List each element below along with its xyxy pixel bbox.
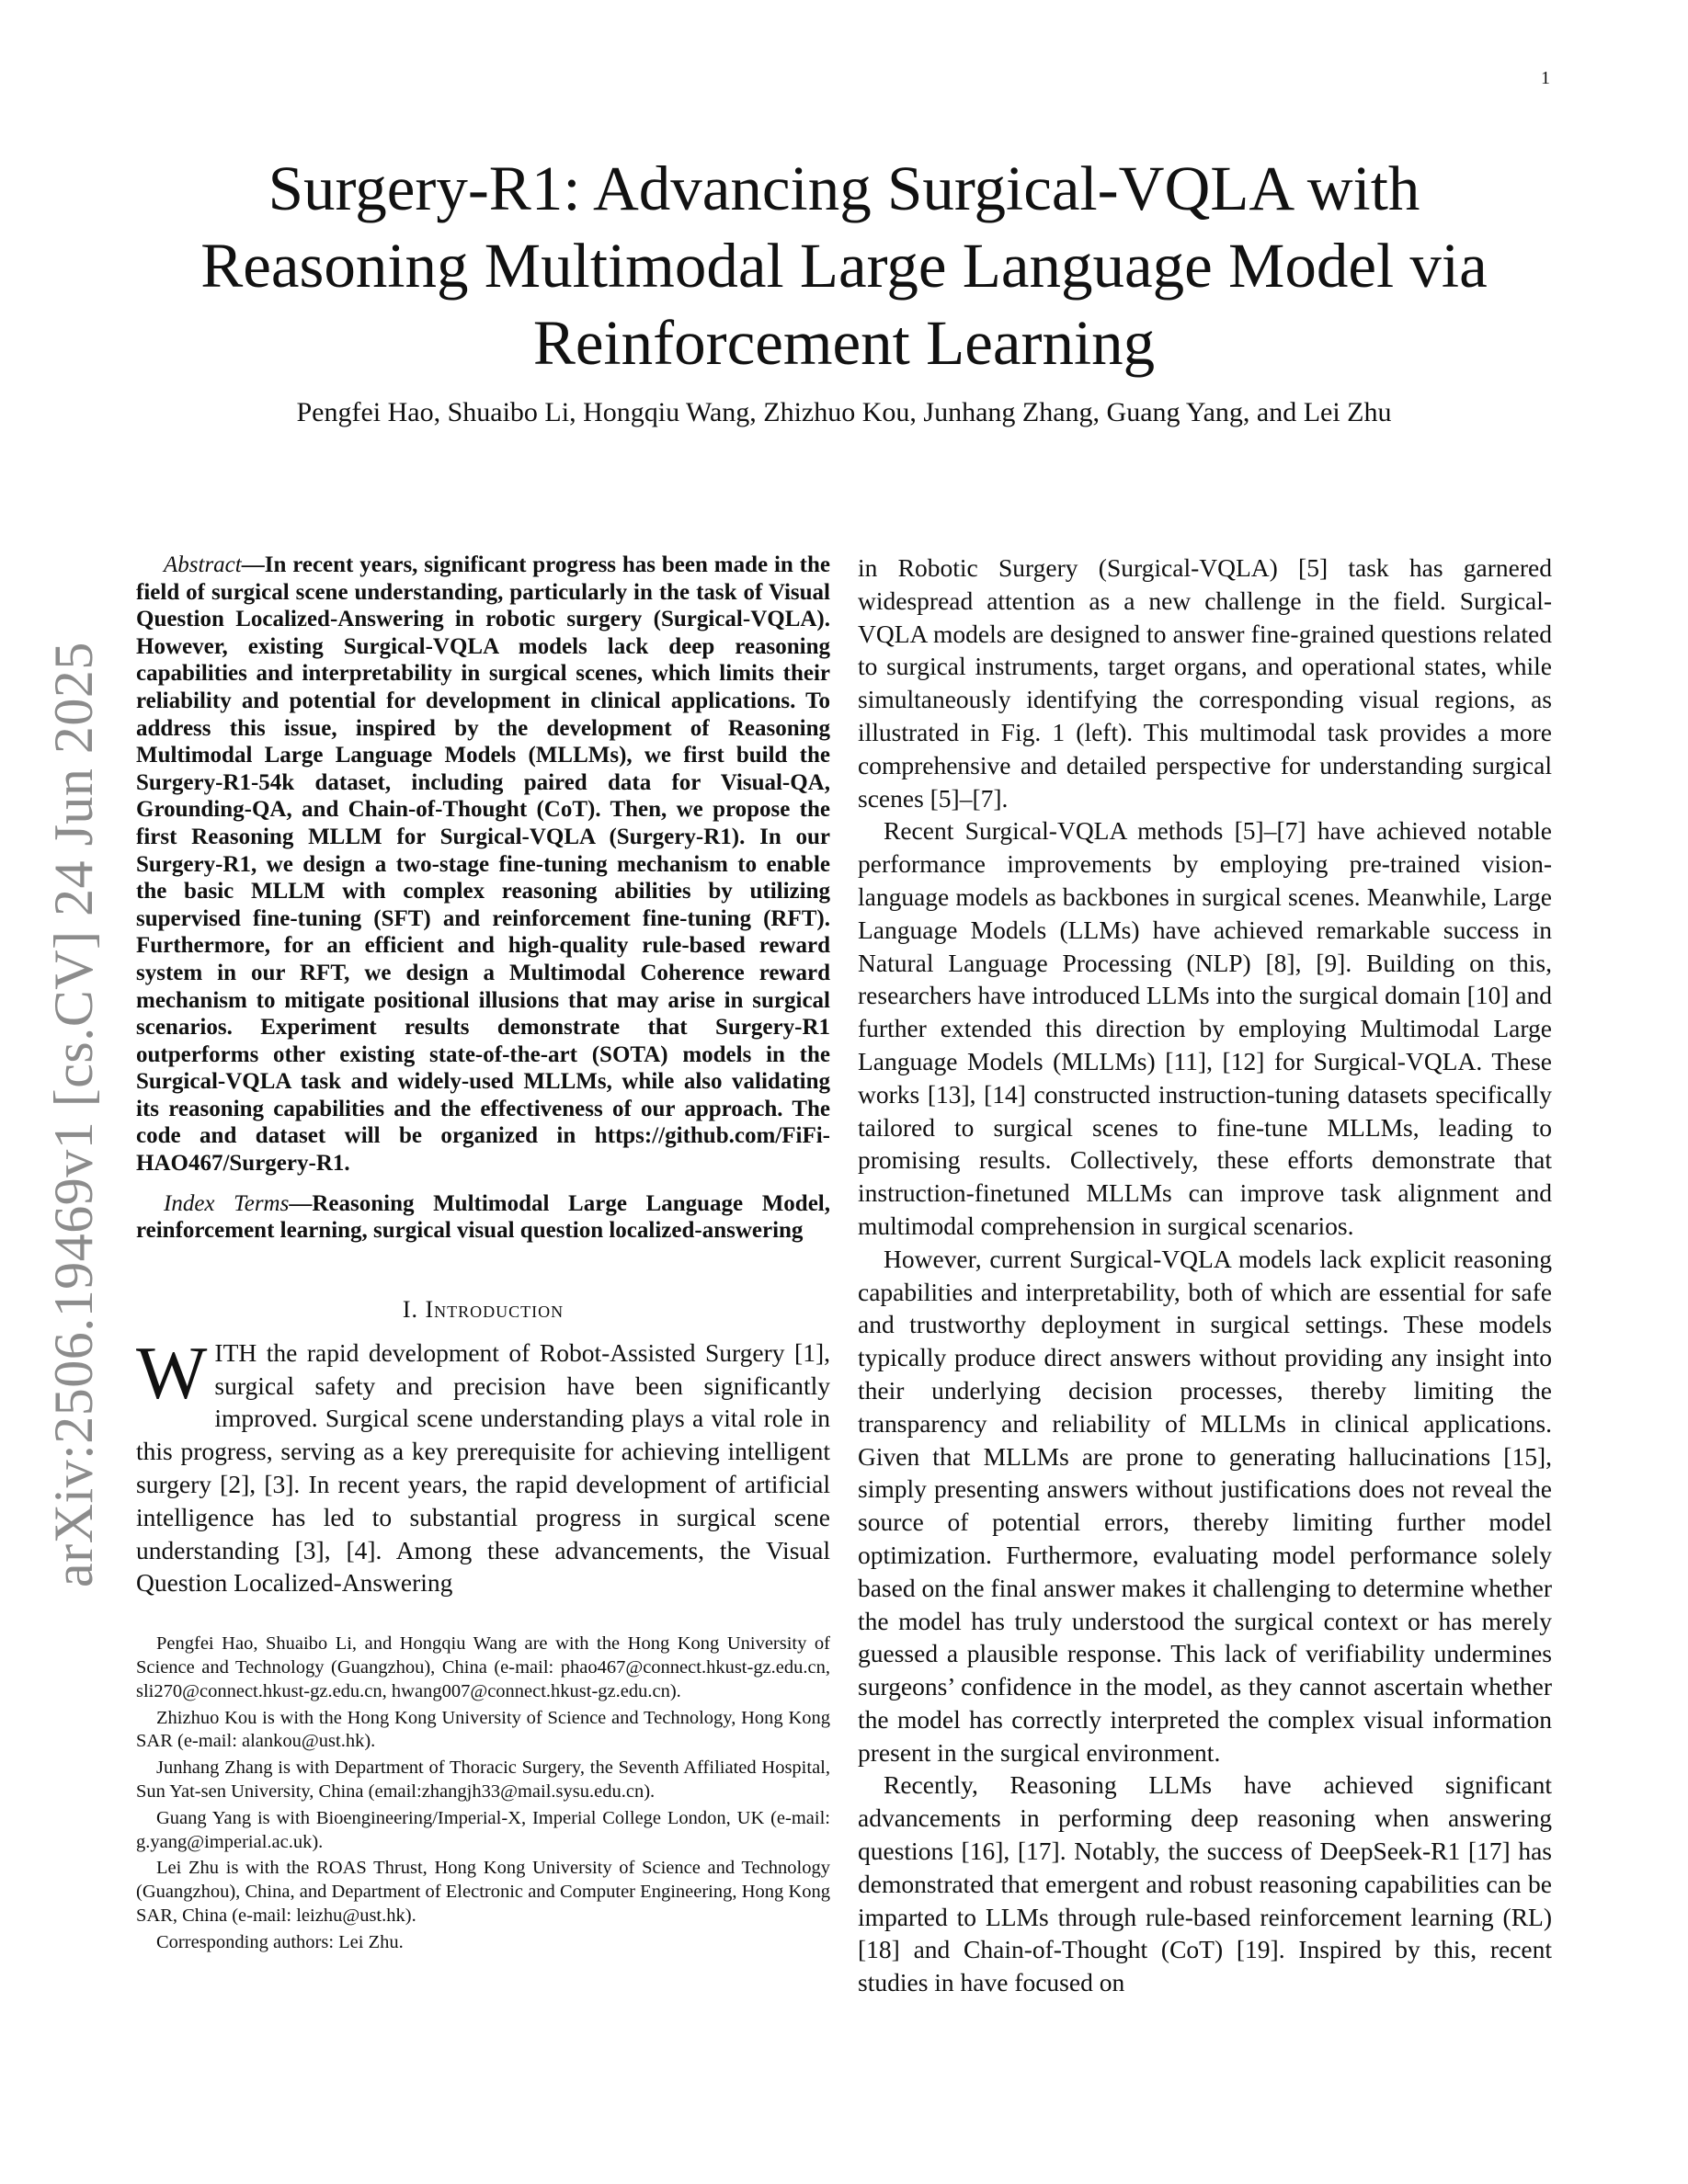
- author-list: Pengfei Hao, Shuaibo Li, Hongqiu Wang, Zhizhuo Kou, Junhang Zhang, Guang Yang, and Lei Zhu: [296, 397, 1392, 427]
- body-paragraph: Recently, Reasoning LLMs have achieved significant advancements in performing deep reasoning when answering questions [16], [17]. Notably, the success of DeepSeek-R1 [17] has demonstrated that emergent and robust reasoning capabilities can be imparted to LLMs through rule-based reinforcement learning (RL) [18] and Chain-of-Thought (CoT) [19]. Inspired by this, recent studies in have focused on: [858, 1770, 1552, 1997]
- footnote: Junhang Zhang is with Department of Thoracic Surgery, the Seventh Affiliated Hospital, Sun Yat-sen University, China (email:zhangjh33@mail.sysu.edu.cn).: [136, 1757, 830, 1802]
- body-paragraph: However, current Surgical-VQLA models lack explicit reasoning capabilities and interpretability, both of which are essential for safe and trustworthy deployment in surgical settings. These models typically produce direct answers without providing any insight into their underlying decision processes, thereby limiting the transparency and reliability of MLLMs in clinical applications. Given that MLLMs are prone to generating hallucinations [15], simply presenting answers without justifications does not reveal the source of potential errors, thereby limiting further model optimization. Furthermore, evaluating model performance solely based on the final answer makes it challenging to determine whether the model has truly understood the surgical context or has merely guessed a plausible response. This lack of verifiability undermines surgeons’ confidence in the model, as they cannot ascertain whether the model has correctly interpreted the complex visual information present in the surgical environment.: [858, 1244, 1552, 1767]
- footnote: Lei Zhu is with the ROAS Thrust, Hong Kong University of Science and Technology (Guangzhou), China, and Department of Electronic and Computer Engineering, Hong Kong SAR, China (e-mail: leizhu@ust.hk).: [136, 1858, 830, 1926]
- body-paragraph: Recent Surgical-VQLA methods [5]–[7] have achieved notable performance improvements by employing pre-trained vision-language models as backbones in surgical scenes. Meanwhile, Large Language Models (LLMs) have achieved remarkable success in Natural Language Processing (NLP) [8], [9]. Building on this, researchers have introduced LLMs into the surgical domain [10] and further extended this direction by employing Multimodal Large Language Models (MLLMs) [11], [12] for Surgical-VQLA. These works [13], [14] constructed instruction-tuning datasets specifically tailored to surgical scenes to fine-tune MLLMs, leading to promising results. Collectively, these efforts demonstrate that instruction-finetuned MLLMs can improve task alignment and multimodal comprehension in surgical scenarios.: [858, 816, 1552, 1240]
- arxiv-stamp: arXiv:2506.19469v1 [cs.CV] 24 Jun 2025: [43, 642, 104, 1587]
- section-heading-introduction: I. Introduction: [402, 1295, 565, 1323]
- index-terms: [136, 1190, 830, 1245]
- footnote: Pengfei Hao, Shuaibo Li, and Hongqiu Wang are with the Hong Kong University of Science and Technology (Guangzhou), China (e-mail: phao467@connect.hkust-gz.edu.cn, sli270@connect.hkust-gz.edu.cn, hwang007@connect.hkust-gz.edu.cn).: [136, 1633, 830, 1701]
- index-terms-text: —Reasoning Multimodal Large Language Model, reinforcement learning, surgical visual question localized-answering: [136, 1190, 830, 1244]
- intro-paragraph-text: ITH the rapid development of Robot-Assisted Surgery [1], surgical safety and precision have been significantly improved. Surgical scene understanding plays a vital role in this progress, serving as a key prerequisite for achieving intelligent surgery [2], [3]. In recent years, the rapid development of artificial intelligence has led to substantial progress in surgical scene understanding [3], [4]. Among these advancements, the Visual Question Localized-Answering: [136, 1337, 830, 1598]
- right-column: [858, 552, 1552, 1999]
- page-number: 1: [1541, 68, 1550, 88]
- abstract-label: Abstract: [164, 552, 242, 577]
- abstract-text: —In recent years, significant progress has been made in the field of surgical scene understanding, particularly in the task of Visual Question Localized-Answering in robotic surgery (Surgical-VQLA). However, existing Surgical-VQLA models lack deep reasoning capabilities and interpretability in surgical scenes, which limits their reliability and potential for development in clinical applications. To address this issue, inspired by the development of Reasoning Multimodal Large Language Models (MLLMs), we first build the Surgery-R1-54k dataset, including paired data for Visual-QA, Grounding-QA, and Chain-of-Thought (CoT). Then, we propose the first Reasoning MLLM for Surgical-VQLA (Surgery-R1). In our Surgery-R1, we design a two-stage fine-tuning mechanism to enable the basic MLLM with complex reasoning abilities by utilizing supervised fine-tuning (SFT) and reinforcement fine-tuning (RFT). Furthermore, for an efficient and high-quality rule-based reward system in our RFT, we design a Multimodal Coherence reward mechanism to mitigate positional illusions that may arise in surgical scenarios. Experiment results demonstrate that Surgery-R1 outperforms other existing state-of-the-art (SOTA) models in the Surgical-VQLA task and widely-used MLLMs, while also validating its reasoning capabilities and the effectiveness of our approach. The code and dataset will be organized in https://github.com/FiFi-HAO467/Surgery-R1.: [136, 552, 830, 1177]
- paper-title: Surgery-R1: Advancing Surgical-VQLA with Reasoning Multimodal Large Language Model via Reinforcement Learning: [200, 154, 1488, 378]
- footnote: Corresponding authors: Lei Zhu.: [156, 1931, 404, 1952]
- body-paragraph: in Robotic Surgery (Surgical-VQLA) [5] task has garnered widespread attention as a new challenge in the field. Surgical-VQLA models are designed to answer fine-grained questions related to surgical instruments, target organs, and operational states, while simultaneously identifying the corresponding visual regions, as illustrated in Fig. 1 (left). This multimodal task provides a more comprehensive and detailed perspective for understanding surgical scenes [5]–[7].: [858, 553, 1552, 813]
- intro-paragraph: [136, 1330, 830, 1599]
- footnote: Guang Yang is with Bioengineering/Imperial-X, Imperial College London, UK (e-mail: g.yang@imperial.ac.uk).: [136, 1807, 830, 1852]
- abstract: [136, 552, 830, 1177]
- footnote: Zhizhuo Kou is with the Hong Kong University of Science and Technology, Hong Kong SAR (e-mail: alankou@ust.hk).: [136, 1707, 830, 1752]
- drop-cap: W: [136, 1330, 208, 1415]
- left-column: [136, 552, 830, 1958]
- author-footnotes: [136, 1632, 830, 1954]
- index-terms-label: Index Terms: [164, 1190, 290, 1216]
